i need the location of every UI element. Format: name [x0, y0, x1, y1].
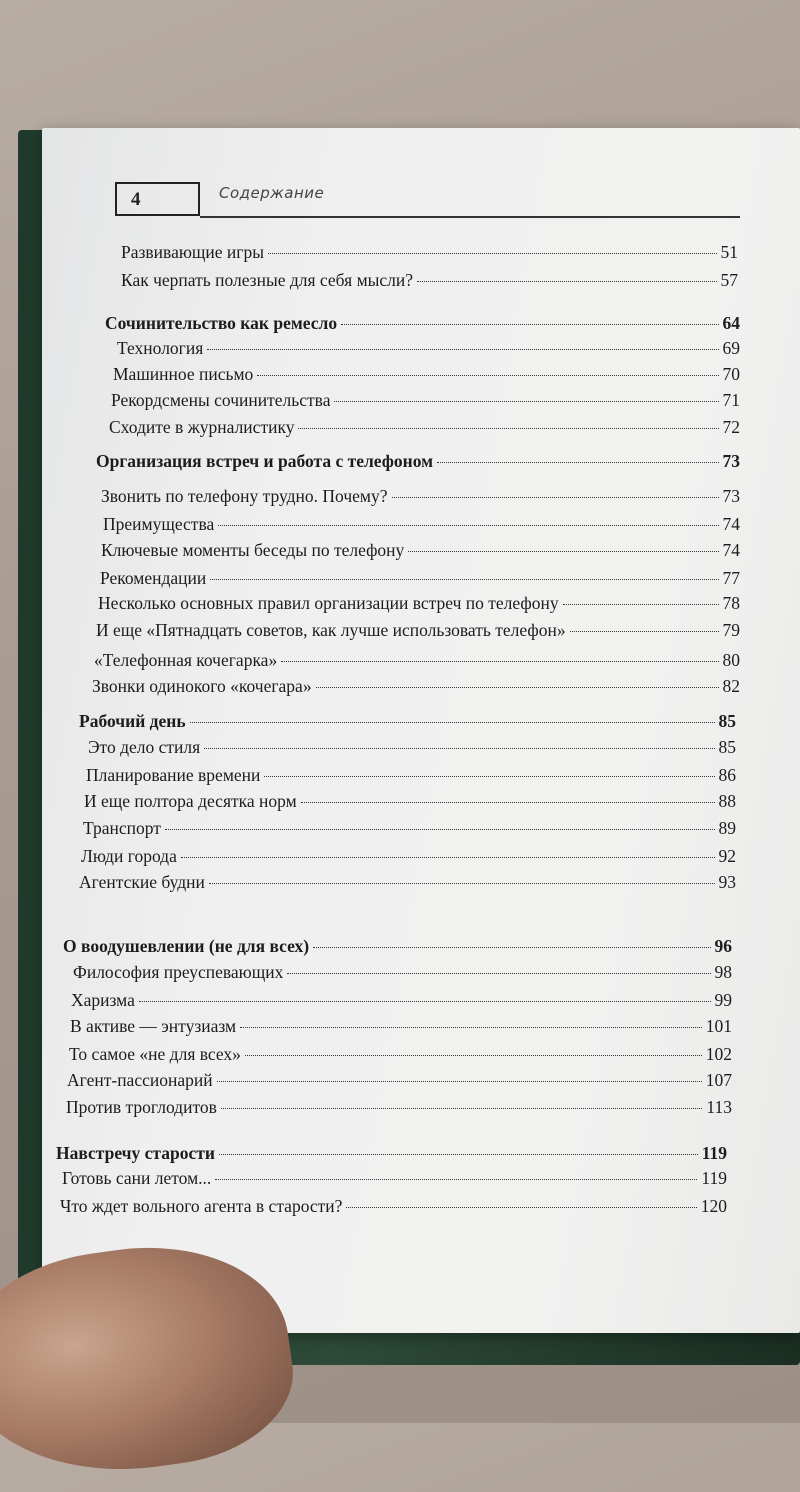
toc-entry-page: 101: [705, 1016, 732, 1036]
toc-entry-title: Организация встреч и работа с телефоном: [96, 451, 434, 471]
toc-entry: [100, 568, 740, 589]
dot-leader: [181, 857, 715, 858]
toc-entry-title: Несколько основных правил организации встреч по телефону: [98, 593, 559, 613]
toc-entry-title: Транспорт: [83, 818, 161, 838]
toc-entry-page: 102: [705, 1044, 732, 1064]
toc-entry-page: 92: [718, 846, 736, 866]
dot-leader: [257, 375, 718, 376]
toc-entry-title: Развивающие игры: [121, 242, 264, 262]
toc-entry: [113, 364, 740, 385]
dot-leader: [139, 1001, 711, 1002]
toc-entry-title: Навстречу старости: [56, 1143, 215, 1163]
toc-entry-page: 86: [718, 765, 736, 785]
page-number: 4: [115, 182, 200, 216]
header-rule: [200, 216, 740, 218]
dot-leader: [437, 462, 718, 463]
toc-entry: [94, 650, 740, 671]
dot-leader: [313, 947, 710, 948]
toc-entry-page: 51: [720, 242, 738, 262]
toc-entry: [73, 962, 732, 983]
toc-entry: [60, 1196, 727, 1217]
toc-section-entry: [96, 451, 740, 472]
toc-entry-title: Сходите в журналистику: [109, 417, 295, 437]
toc-entry-title: «Телефонная кочегарка»: [94, 650, 278, 670]
toc-entry-title: Что ждет вольного агента в старости?: [60, 1196, 343, 1216]
toc-entry-page: 85: [718, 711, 736, 731]
toc-entry-title: Против троглодитов: [66, 1097, 217, 1117]
toc-entry: [79, 872, 736, 893]
toc-entry-page: 88: [718, 791, 736, 811]
toc-entry-title: Агентские будни: [79, 872, 205, 892]
dot-leader: [408, 551, 718, 552]
toc-entry: [84, 791, 736, 812]
toc-entry-page: 113: [706, 1097, 732, 1117]
dot-leader: [346, 1207, 696, 1208]
dot-leader: [165, 829, 715, 830]
toc-entry: [69, 1044, 732, 1065]
toc-entry-page: 85: [718, 737, 736, 757]
dot-leader: [240, 1027, 702, 1028]
toc-entry-title: Рекомендации: [100, 568, 207, 588]
toc-entry-page: 71: [722, 390, 740, 410]
dot-leader: [209, 883, 715, 884]
toc-entry-page: 93: [718, 872, 736, 892]
toc-entry-page: 119: [701, 1143, 727, 1163]
page-header: [115, 182, 740, 222]
toc-entry: [98, 593, 740, 614]
toc-entry-title: Преимущества: [103, 514, 215, 534]
toc-entry: [121, 242, 738, 263]
toc-entry: [70, 1016, 732, 1037]
dot-leader: [264, 776, 714, 777]
toc-entry-page: 73: [722, 451, 740, 471]
toc-entry-page: 80: [722, 650, 740, 670]
toc-entry: [121, 270, 738, 291]
toc-entry-title: Звонить по телефону трудно. Почему?: [101, 486, 388, 506]
toc-entry-page: 69: [722, 338, 740, 358]
toc-entry: [101, 486, 740, 507]
toc-entry-title: Агент-пассионарий: [67, 1070, 213, 1090]
toc-section-entry: [105, 313, 740, 334]
toc-entry-title: Это дело стиля: [88, 737, 201, 757]
toc-entry: [86, 765, 736, 786]
dot-leader: [316, 687, 719, 688]
toc-entry: [88, 737, 736, 758]
dot-leader: [215, 1179, 697, 1180]
toc-entry-page: 98: [714, 962, 732, 982]
toc-entry-page: 107: [705, 1070, 732, 1090]
dot-leader: [341, 324, 718, 325]
toc-entry-title: Рабочий день: [79, 711, 186, 731]
toc-entry-title: Люди города: [81, 846, 177, 866]
toc-entry-page: 74: [722, 540, 740, 560]
toc-entry-page: 77: [722, 568, 740, 588]
dot-leader: [190, 722, 715, 723]
toc-entry: [96, 620, 740, 641]
dot-leader: [417, 281, 716, 282]
toc-entry-title: Сочинительство как ремесло: [105, 313, 338, 333]
toc-entry: [62, 1168, 727, 1189]
toc-entry-page: 72: [722, 417, 740, 437]
dot-leader: [245, 1055, 702, 1056]
toc-entry-page: 74: [722, 514, 740, 534]
dot-leader: [334, 401, 718, 402]
toc-entry: [111, 390, 740, 411]
toc-entry-title: Готовь сани летом...: [62, 1168, 212, 1188]
toc-entry-title: Звонки одинокого «кочегара»: [92, 676, 312, 696]
dot-leader: [563, 604, 719, 605]
dot-leader: [207, 349, 718, 350]
toc-entry-title: Как черпать полезные для себя мысли?: [121, 270, 414, 290]
toc-entry-page: 64: [722, 313, 740, 333]
toc-entry: [101, 540, 740, 561]
toc-entry: [81, 846, 736, 867]
dot-leader: [287, 973, 710, 974]
dot-leader: [268, 253, 717, 254]
dot-leader: [301, 802, 715, 803]
toc-entry: [83, 818, 736, 839]
toc-entry: [109, 417, 740, 438]
toc-entry-page: 99: [714, 990, 732, 1010]
toc-entry-page: 79: [722, 620, 740, 640]
toc-entry-title: Технология: [117, 338, 204, 358]
toc-entry-page: 120: [700, 1196, 727, 1216]
toc-entry-title: Философия преуспевающих: [73, 962, 284, 982]
toc-entry: [66, 1097, 732, 1118]
dot-leader: [570, 631, 719, 632]
toc-entry-page: 57: [720, 270, 738, 290]
toc-entry: [92, 676, 740, 697]
toc-entry-page: 89: [718, 818, 736, 838]
dot-leader: [281, 661, 718, 662]
toc-entry-title: Ключевые моменты беседы по телефону: [101, 540, 405, 560]
dot-leader: [221, 1108, 703, 1109]
toc-entry-page: 73: [722, 486, 740, 506]
toc-entry-title: То самое «не для всех»: [69, 1044, 241, 1064]
toc-entry-page: 70: [722, 364, 740, 384]
toc-entry-title: О воодушевлении (не для всех): [63, 936, 310, 956]
toc-entry: [71, 990, 732, 1011]
toc-section-entry: [63, 936, 732, 957]
toc-entry-title: И еще полтора десятка норм: [84, 791, 297, 811]
dot-leader: [217, 1081, 702, 1082]
toc-section-entry: [79, 711, 736, 732]
toc-entry-title: И еще «Пятнадцать советов, как лучше использовать телефон»: [96, 620, 566, 640]
toc-entry: [103, 514, 740, 535]
dot-leader: [392, 497, 719, 498]
toc-entry-title: Харизма: [71, 990, 135, 1010]
dot-leader: [298, 428, 718, 429]
toc-entry-page: 119: [701, 1168, 727, 1188]
toc-entry: [117, 338, 740, 359]
running-header-title: Содержание: [219, 184, 325, 202]
toc-entry-title: В активе — энтузиазм: [70, 1016, 237, 1036]
toc-entry-title: Рекордсмены сочинительства: [111, 390, 331, 410]
toc-entry: [67, 1070, 732, 1091]
toc-entry-title: Планирование времени: [86, 765, 261, 785]
toc-entry-page: 82: [722, 676, 740, 696]
dot-leader: [219, 1154, 698, 1155]
toc-entry-page: 78: [722, 593, 740, 613]
toc-entry-page: 96: [714, 936, 732, 956]
toc-entry-title: Машинное письмо: [113, 364, 254, 384]
dot-leader: [210, 579, 718, 580]
toc-section-entry: [56, 1143, 727, 1164]
dot-leader: [204, 748, 714, 749]
dot-leader: [218, 525, 718, 526]
